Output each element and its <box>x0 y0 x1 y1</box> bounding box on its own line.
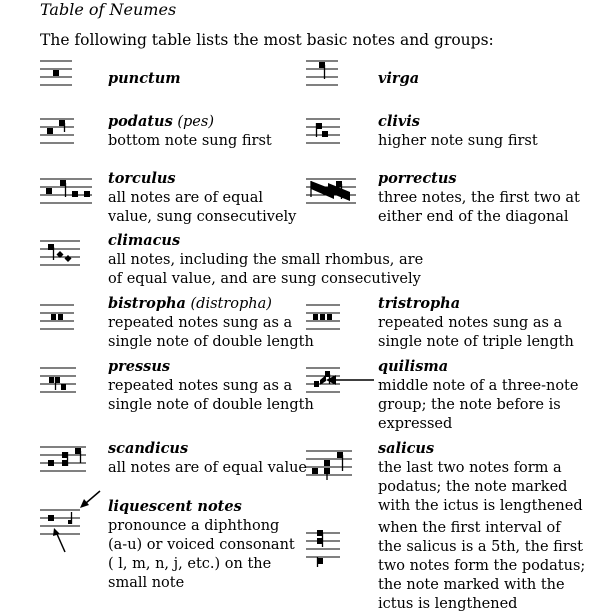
neume-name: torculus <box>108 170 176 187</box>
neume-alt-name: (pes) <box>177 114 214 130</box>
neume-name: climacus <box>108 232 181 249</box>
neume-description: either end of the diagonal <box>378 209 569 225</box>
neume-description: all notes, including the small rhombus, are <box>108 252 424 268</box>
neume-description: (a-u) or voiced consonant <box>108 537 295 553</box>
neume-description: all notes are of equal value <box>108 460 308 476</box>
page-title: Table of Neumes <box>40 0 177 19</box>
entry-clivis <box>378 112 538 151</box>
neume-name: virga <box>378 70 420 87</box>
neume-name: clivis <box>378 113 420 130</box>
entry-quilisma <box>378 357 578 434</box>
virga-neume-icon <box>306 57 338 97</box>
entry-climacus <box>108 231 423 289</box>
neume-description: value, sung consecutively <box>108 209 297 225</box>
tristropha-neume-icon <box>306 301 340 337</box>
entry-torculus <box>108 169 296 227</box>
entry-bistropha <box>108 294 314 352</box>
entry-liquescent <box>108 497 295 593</box>
neume-description: when the first interval of <box>378 520 561 536</box>
scandicus-neume-icon <box>40 443 86 479</box>
neume-description: expressed <box>378 416 453 432</box>
neume-description: podatus; the note marked <box>378 479 568 495</box>
entry-podatus <box>108 112 272 151</box>
neume-description: all notes are of equal <box>108 190 264 206</box>
podatus-neume-icon <box>40 115 74 153</box>
porrectus-neume-icon <box>306 175 356 215</box>
neume-description: the salicus is a 5th, the first <box>378 539 584 555</box>
neume-description: middle note of a three-note <box>378 378 579 394</box>
neume-description: repeated notes sung as a <box>108 315 293 331</box>
entry-punctum <box>108 69 181 89</box>
neume-description: the note marked with the <box>378 577 565 593</box>
neume-description: single note of triple length <box>378 334 574 350</box>
neume-description: of equal value, and are sung consecutively <box>108 271 421 287</box>
neume-description: small note <box>108 575 185 591</box>
neume-alt-name: (distropha) <box>190 296 272 312</box>
climacus-neume-icon <box>40 237 80 277</box>
entry-scandicus <box>108 439 307 478</box>
neume-description: two notes form the podatus; <box>378 558 586 574</box>
neume-description: group; the note before is <box>378 397 561 413</box>
clivis-neume-icon <box>306 115 340 153</box>
neume-description: the last two notes form a <box>378 460 562 476</box>
neume-description: three notes, the first two at <box>378 190 580 206</box>
neume-description: single note of double length <box>108 334 314 350</box>
entry-virga <box>378 69 419 89</box>
neume-description: bottom note sung first <box>108 133 272 149</box>
neume-description: pronounce a diphthong <box>108 518 280 534</box>
torculus-neume-icon <box>40 175 92 215</box>
salicus-neume-icon <box>306 447 352 487</box>
intro-text: The following table lists the most basic notes and groups: <box>40 31 494 49</box>
neume-name: porrectus <box>378 170 457 187</box>
neume-name: liquescent notes <box>108 498 242 515</box>
neume-description: ictus is lengthened <box>378 596 518 612</box>
pressus-neume-icon <box>40 364 76 400</box>
neume-name: tristropha <box>378 295 461 312</box>
neume-description: higher note sung first <box>378 133 538 149</box>
neume-name: quilisma <box>378 358 449 375</box>
salicus-fifth-neume-icon <box>306 527 340 571</box>
neume-name: scandicus <box>108 440 189 457</box>
bistropha-neume-icon <box>40 301 74 337</box>
entry-porrectus <box>378 169 580 227</box>
liquescent-neume-icon <box>40 488 104 558</box>
neume-name: salicus <box>378 440 435 457</box>
quilisma-arrow-icon <box>326 372 374 388</box>
punctum-neume-icon <box>40 57 72 97</box>
neume-description: ( l, m, n, j, etc.) on the <box>108 556 272 572</box>
neume-description: repeated notes sung as a <box>378 315 563 331</box>
entry-salicus-fifth <box>378 519 585 614</box>
neume-name: pressus <box>108 358 171 375</box>
neume-name: bistropha <box>108 295 186 312</box>
neume-name: punctum <box>108 70 181 87</box>
entry-salicus <box>378 439 583 516</box>
entry-tristropha <box>378 294 574 352</box>
neume-description: single note of double length <box>108 397 314 413</box>
entry-pressus <box>108 357 314 415</box>
neume-description: with the ictus is lengthened <box>378 498 583 514</box>
neume-name: podatus <box>108 113 173 130</box>
neume-description: repeated notes sung as a <box>108 378 293 394</box>
